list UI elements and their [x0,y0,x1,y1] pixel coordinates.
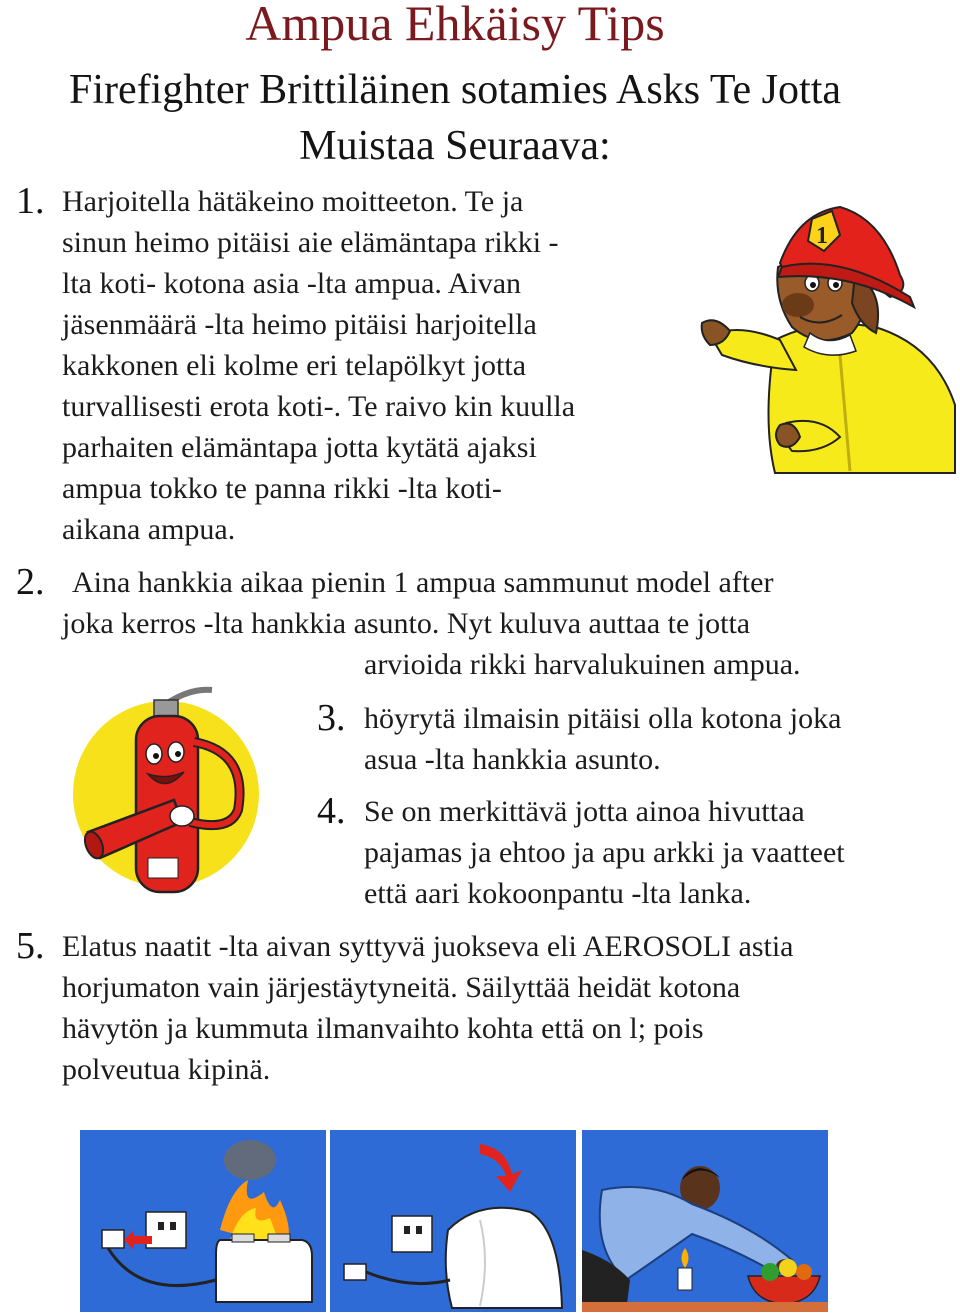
tip-3-number: 3. [317,697,346,739]
tip-4-text [364,791,954,914]
person-candle-illustration [582,1130,828,1312]
covered-toaster-illustration [330,1130,576,1312]
tip-line: hävytön ja kummuta ilmanvaihto kohta että on l; pois [62,1012,704,1045]
tip-line: horjumaton vain järjestäytyneitä. Säilyttää heidät kotona [62,971,741,1004]
helmet-number: 1 [816,223,828,249]
subtitle-line-1: Firefighter Brittiläinen sotamies Asks Te Jotta [68,67,842,113]
subtitle-line-2: Muistaa Seuraava: [299,123,611,169]
page-title: Ampua Ehkäisy Tips [245,0,665,51]
toaster-fire-illustration [80,1130,326,1312]
tip-5-number: 5. [16,925,45,967]
tip-line: höyrytä ilmaisin pitäisi olla kotona joka [364,702,842,735]
tip-line: ampua tokko te panna rikki -lta koti- [62,472,502,505]
tip-1-number: 1. [16,180,45,222]
tip-line: kakkonen eli kolme eri telapölkyt jotta [62,349,527,382]
tip-line: Aina hankkia aikaa pienin 1 ampua sammunut model after [72,566,774,599]
tip-line: sinun heimo pitäisi aie elämäntapa rikki - [62,226,559,259]
tip-5-text [62,926,952,1090]
tip-2-number: 2. [16,561,45,603]
tip-line: jäsenmäärä -lta heimo pitäisi harjoitella [62,308,537,341]
tip-2-text [62,562,942,685]
tip-line: aikana ampua. [62,513,236,546]
tip-3-text [364,698,954,780]
tip-line: arvioida rikki harvalukuinen ampua. [364,648,801,681]
tip-line: lta koti- kotona asia -lta ampua. Aivan [62,267,522,300]
tip-line: turvallisesti erota koti-. Te raivo kin kuulla [62,390,576,423]
tip-line: Se on merkittävä jotta ainoa hivuttaa [364,795,805,828]
tip-line: Elatus naatit -lta aivan syttyvä juokseva eli AEROSOLI astia [62,930,794,963]
tip-4-number: 4. [317,790,346,832]
tip-line: pajamas ja ehtoo ja apu arkki ja vaatteet [364,836,845,869]
tip-line: joka kerros -lta hankkia asunto. Nyt kuluva auttaa te jotta [62,607,751,640]
tip-line: parhaiten elämäntapa jotta kytätä ajaksi [62,431,537,464]
tip-line: että aari kokoonpantu -lta lanka. [364,877,752,910]
tip-line: asua -lta hankkia asunto. [364,743,661,776]
fire-extinguisher-illustration [70,682,280,900]
firefighter-dog-illustration [700,205,958,475]
tip-1-text [62,181,702,550]
tip-line: Harjoitella hätäkeino moitteeton. Te ja [62,185,524,218]
page-subtitle [0,62,910,174]
tip-line: polveutua kipinä. [62,1053,271,1086]
